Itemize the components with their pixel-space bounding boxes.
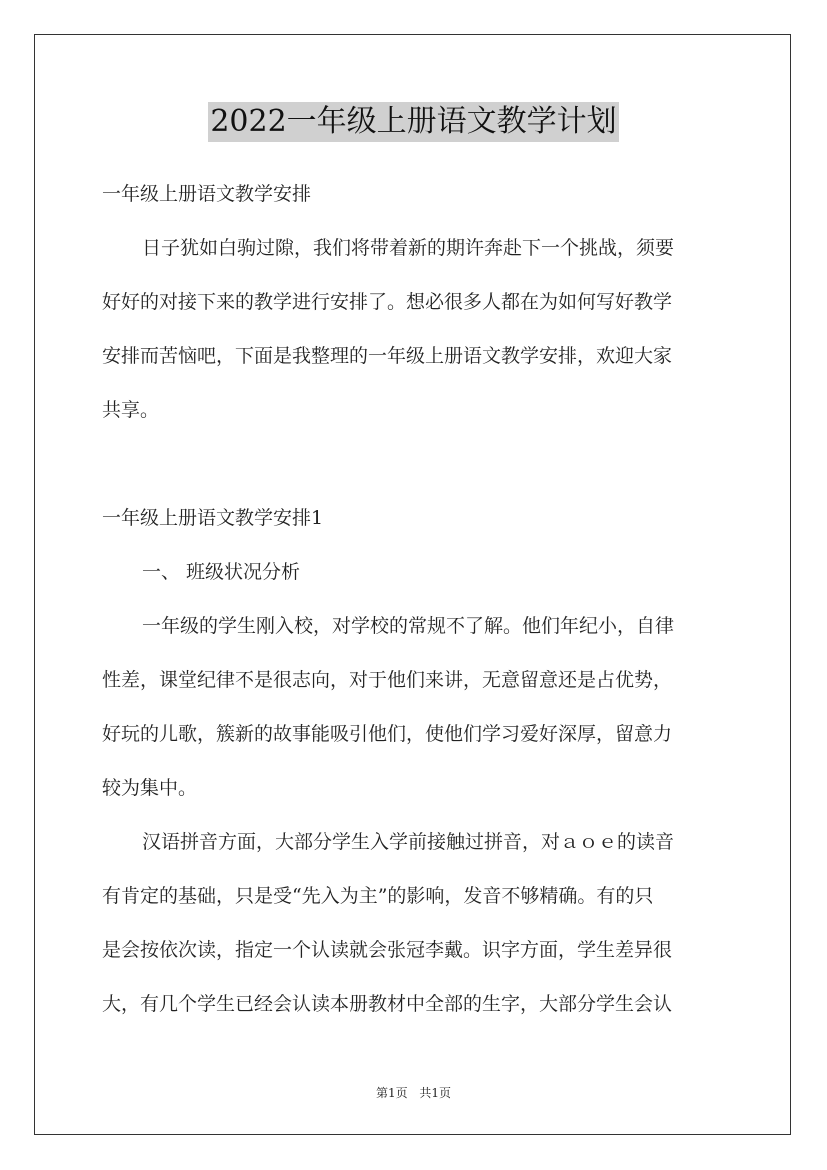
- paragraph-line: 好好的对接下来的教学进行安排了。想必很多人都在为如何写好教学: [102, 291, 673, 313]
- paragraph-line: 好玩的儿歌，簇新的故事能吸引他们，使他们学习爱好深厚，留意力: [102, 723, 673, 745]
- page-total: 共1页: [419, 1086, 452, 1100]
- paragraph-line: 共享。: [102, 399, 160, 421]
- page-number: 第1页: [375, 1086, 408, 1100]
- paragraph-line: 性差，课堂纪律不是很志向，对于他们来讲，无意留意还是占优势，: [102, 669, 673, 691]
- paragraph-line: 汉语拼音方面，大部分学生入学前接触过拼音，对ａｏｅ的读音: [142, 831, 675, 853]
- paragraph-line: 是会按依次读，指定一个认读就会张冠李戴。识字方面，学生差异很: [102, 939, 673, 961]
- paragraph-line: 较为集中。: [102, 777, 198, 799]
- paragraph-line: 大，有几个学生已经会认读本册教材中全部的生字，大部分学生会认: [102, 993, 673, 1015]
- title-container: [0, 102, 827, 142]
- section-heading: 一年级上册语文教学安排1: [102, 507, 324, 529]
- document-title: 2022一年级上册语文教学计划: [208, 102, 618, 142]
- paragraph-line: 日子犹如白驹过隙，我们将带着新的期许奔赴下一个挑战，须要: [142, 237, 675, 259]
- paragraph-line: 安排而苦恼吧，下面是我整理的一年级上册语文教学安排，欢迎大家: [102, 345, 673, 367]
- page-footer: [0, 1084, 827, 1101]
- section-heading: 一年级上册语文教学安排: [102, 183, 312, 205]
- paragraph-line: 一年级的学生刚入校，对学校的常规不了解。他们年纪小，自律: [142, 615, 675, 637]
- subsection-heading: 一、 班级状况分析: [142, 561, 301, 583]
- paragraph-line: 有肯定的基础，只是受“先入为主”的影响，发音不够精确。有的只: [102, 885, 654, 907]
